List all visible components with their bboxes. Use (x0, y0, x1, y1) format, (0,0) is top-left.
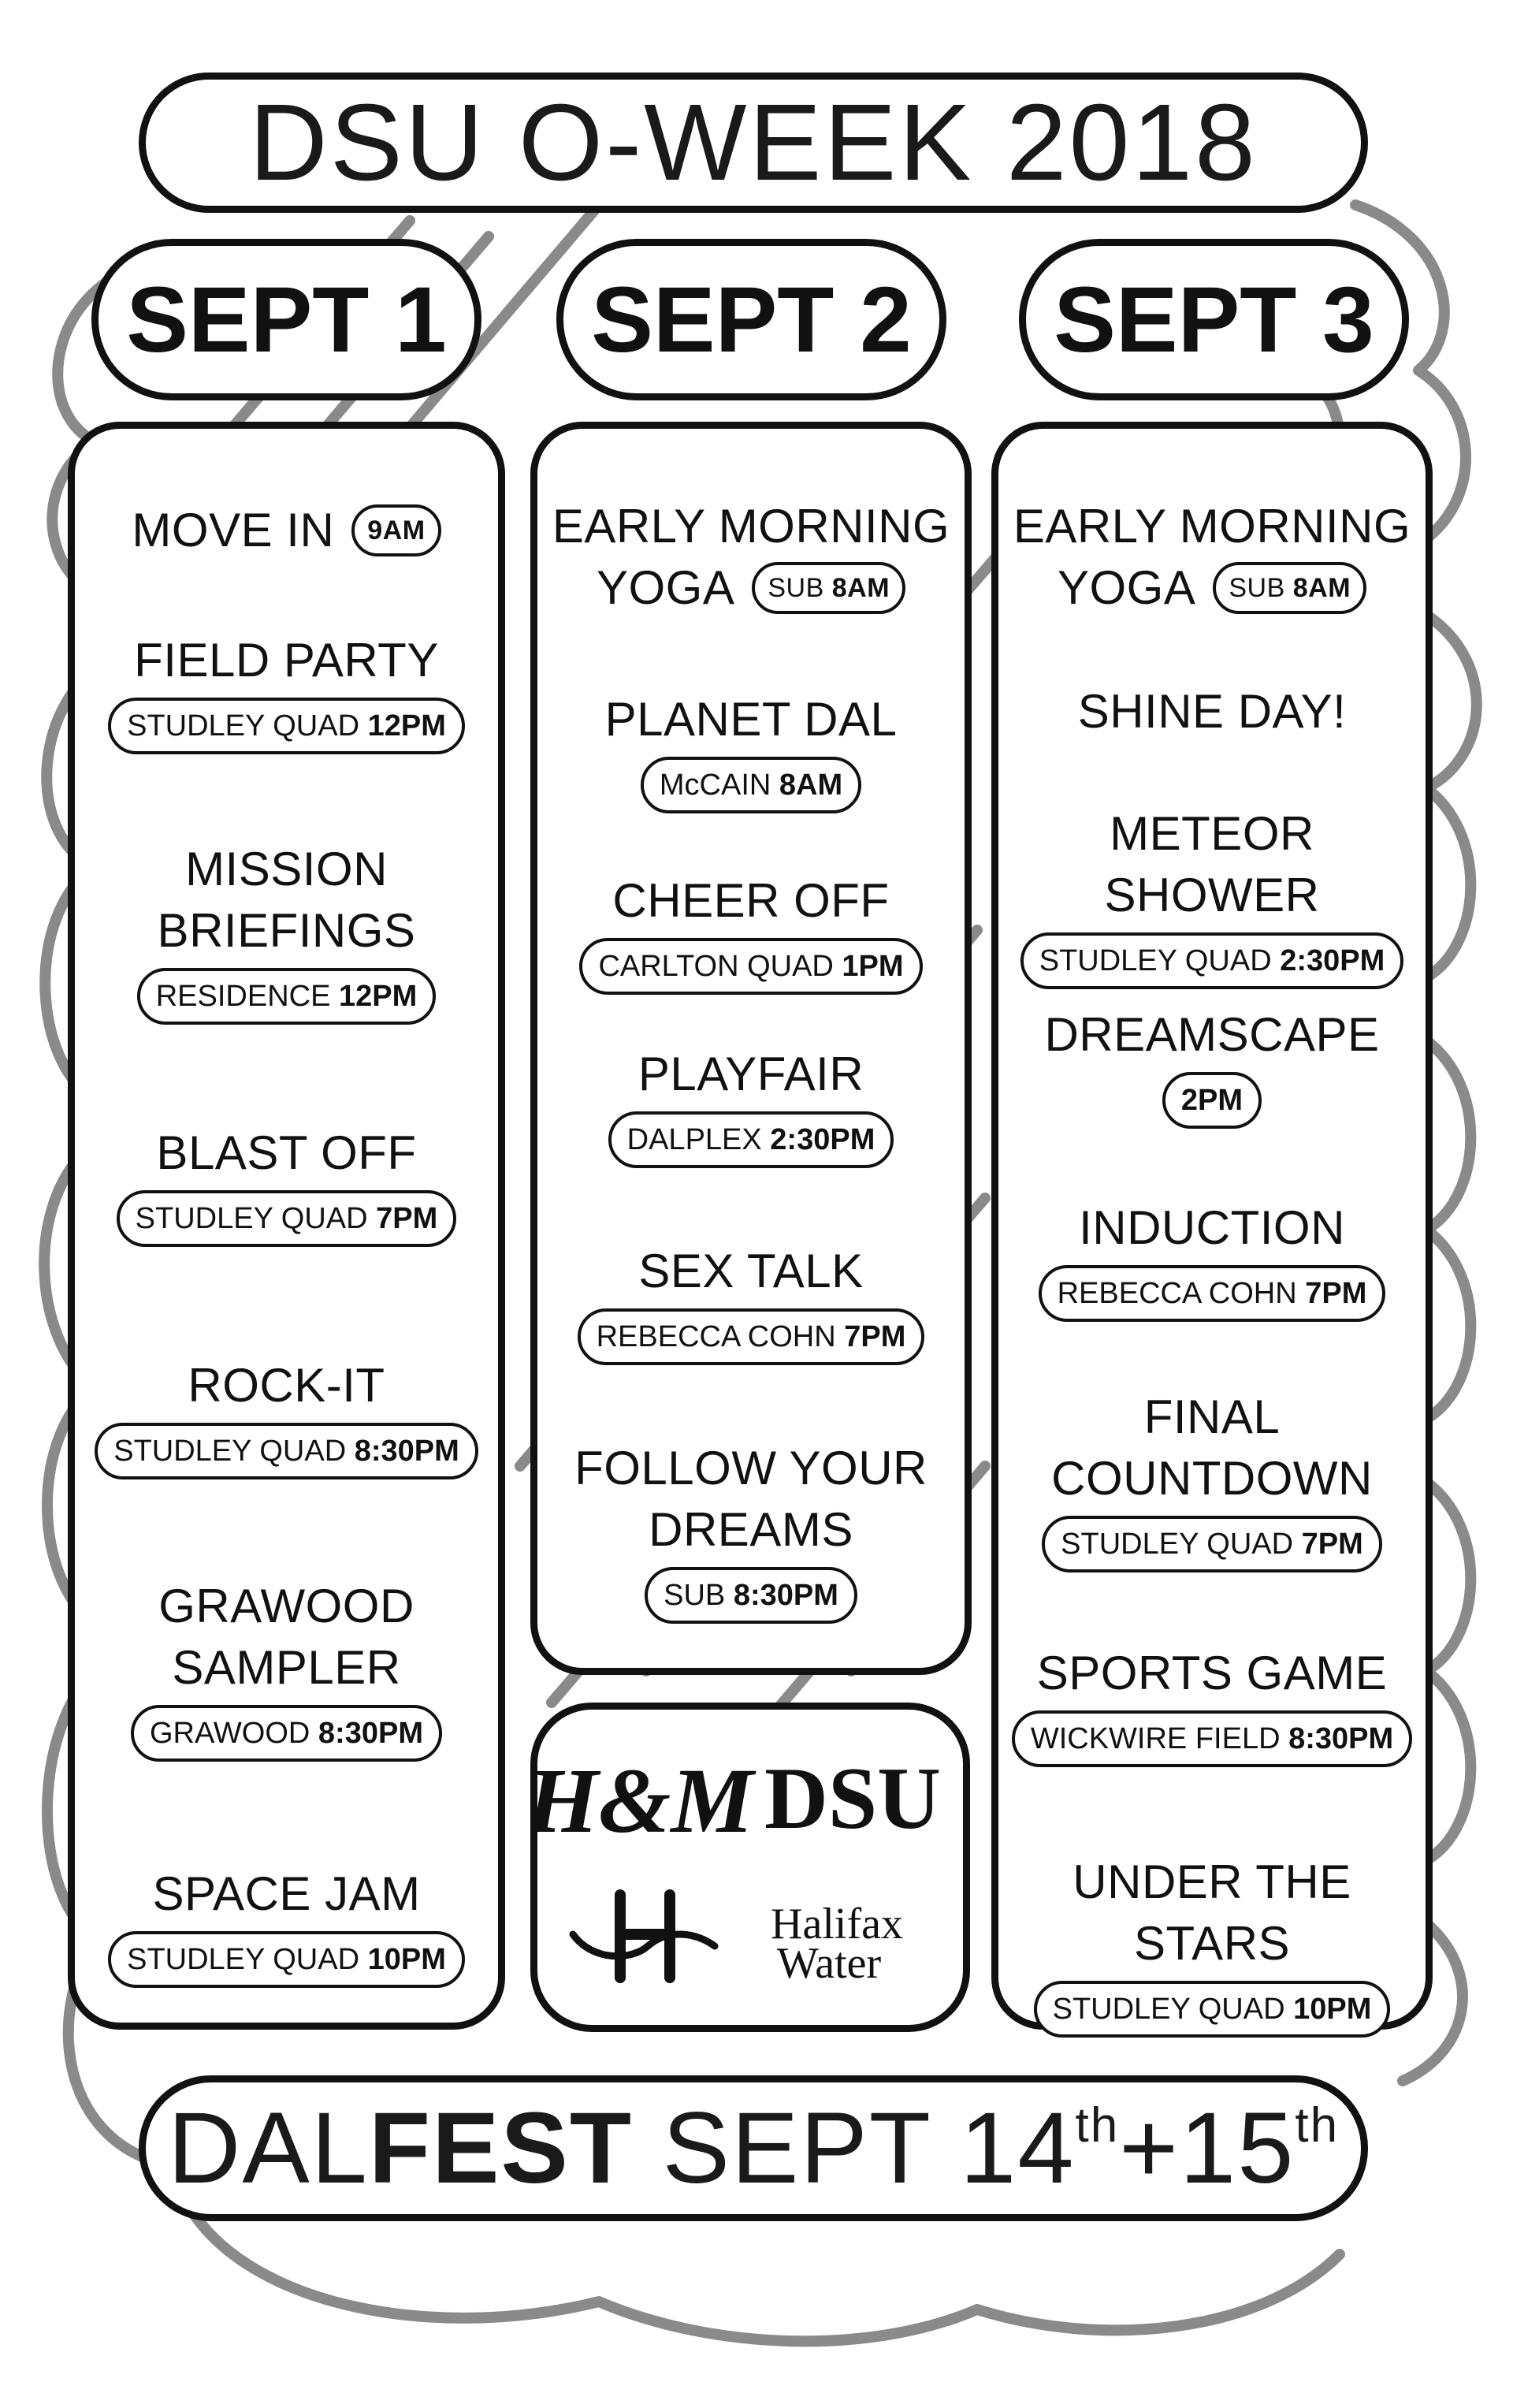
event-location-badge: STUDLEY QUAD 10PM (1034, 1981, 1391, 2038)
halifax-water-line: Water (776, 1939, 882, 1988)
event-item (998, 681, 1426, 742)
event-name-line: YOGA (1057, 561, 1196, 614)
event-name-line: MISSION (185, 843, 388, 895)
event-item (75, 1863, 498, 1988)
event-name-line: FINAL (1143, 1390, 1281, 1443)
event-location-badge: DALPLEX 2:30PM (608, 1111, 894, 1168)
event-name: SPORTS GAME (1036, 1647, 1388, 1699)
event-location-badge: SUB 8AM (1213, 562, 1366, 614)
event-name-line: EARLY MORNING (1013, 500, 1411, 553)
event-location-badge: STUDLEY QUAD 7PM (117, 1190, 457, 1247)
event-location-badge: WICKWIRE FIELD 8:30PM (1012, 1710, 1412, 1767)
event-item (537, 1438, 965, 1624)
event-location-badge: STUDLEY QUAD 10PM (108, 1931, 465, 1988)
event-item (537, 1241, 965, 1365)
event-name: SHINE DAY! (1077, 685, 1347, 738)
event-item (75, 839, 498, 1025)
event-name: FIELD PARTY (134, 634, 439, 687)
sponsor-logos (537, 1710, 963, 2025)
event-name-line: FOLLOW YOUR (574, 1442, 928, 1494)
event-name: ROCK-IT (188, 1359, 385, 1412)
day-label: SEPT 3 (1054, 267, 1374, 372)
event-item (537, 1044, 965, 1168)
event-item (75, 630, 498, 754)
day-label: SEPT 1 (126, 267, 447, 372)
event-item (537, 689, 965, 813)
event-item (75, 500, 498, 561)
event-name: DREAMSCAPE (1044, 1008, 1380, 1061)
dalfest-text: DALFEST SEPT 14th+15th (167, 2092, 1340, 2205)
event-location-badge: SUB 8:30PM (645, 1567, 857, 1624)
event-location-badge: GRAWOOD 8:30PM (131, 1705, 442, 1762)
event-name: PLAYFAIR (638, 1048, 864, 1100)
schedule-column-sept-3 (991, 422, 1433, 2030)
event-time-badge: 9AM (351, 504, 441, 556)
event-name-line: GRAWOOD (158, 1580, 414, 1632)
event-name: CHEER OFF (612, 874, 890, 927)
event-name-line: YOGA (596, 561, 735, 614)
event-item (75, 1355, 498, 1479)
event-name: MOVE IN (132, 504, 335, 556)
event-name: INDUCTION (1079, 1201, 1345, 1254)
day-label: SEPT 2 (591, 267, 912, 372)
sponsor-logos-box (530, 1703, 970, 2032)
event-location-badge: REBECCA COHN 7PM (1039, 1265, 1386, 1322)
event-name: SPACE JAM (152, 1867, 421, 1920)
title-text: DSU O-WEEK 2018 (249, 81, 1258, 203)
event-item (998, 803, 1426, 989)
event-location-badge: REBECCA COHN 7PM (578, 1308, 925, 1365)
halifax-water-line: Halifax (771, 1900, 903, 1948)
event-item (537, 496, 965, 619)
event-item (998, 1852, 1426, 2038)
event-item (537, 870, 965, 995)
dsu-logo: DSU (764, 1750, 942, 1848)
event-item (998, 496, 1426, 619)
event-name-line: BRIEFINGS (157, 904, 416, 957)
halifax-water-logo (573, 1895, 903, 1988)
event-location-badge: McCAIN 8AM (641, 757, 861, 813)
event-item (75, 1122, 498, 1247)
event-location-badge: RESIDENCE 12PM (137, 968, 437, 1025)
event-name: SEX TALK (638, 1245, 864, 1297)
event-item (998, 1197, 1426, 1322)
event-name-line: SAMPLER (172, 1641, 401, 1694)
event-location-badge: CARLTON QUAD 1PM (579, 938, 922, 995)
event-location-badge: STUDLEY QUAD 2:30PM (1020, 932, 1404, 989)
event-name-line: EARLY MORNING (552, 500, 950, 553)
dalfest-banner (139, 2075, 1368, 2221)
event-location-badge: STUDLEY QUAD 12PM (108, 698, 465, 754)
event-location-badge: SUB 8AM (752, 562, 905, 614)
event-name: BLAST OFF (156, 1126, 417, 1179)
event-item (998, 1004, 1426, 1129)
event-name-line: DREAMS (649, 1503, 853, 1556)
event-name: PLANET DAL (604, 693, 898, 746)
hm-logo: H&M (537, 1749, 754, 1852)
event-name: METEOR SHOWER (1104, 807, 1320, 921)
schedule-column-sept-1 (68, 422, 505, 2030)
schedule-column-sept-2 (530, 422, 972, 1675)
event-item (75, 1576, 498, 1762)
event-item (998, 1643, 1426, 1767)
day-header-sept-2 (556, 239, 946, 400)
day-header-sept-3 (1019, 239, 1409, 400)
day-header-sept-1 (91, 239, 481, 400)
event-time-badge: 2PM (1162, 1072, 1262, 1129)
event-location-badge: STUDLEY QUAD 8:30PM (95, 1423, 478, 1479)
event-location-badge: STUDLEY QUAD 7PM (1042, 1516, 1382, 1572)
event-name-line: COUNTDOWN (1051, 1452, 1373, 1505)
poster-title (139, 73, 1368, 213)
event-item (998, 1386, 1426, 1572)
event-name: UNDER THE STARS (1072, 1855, 1351, 1970)
